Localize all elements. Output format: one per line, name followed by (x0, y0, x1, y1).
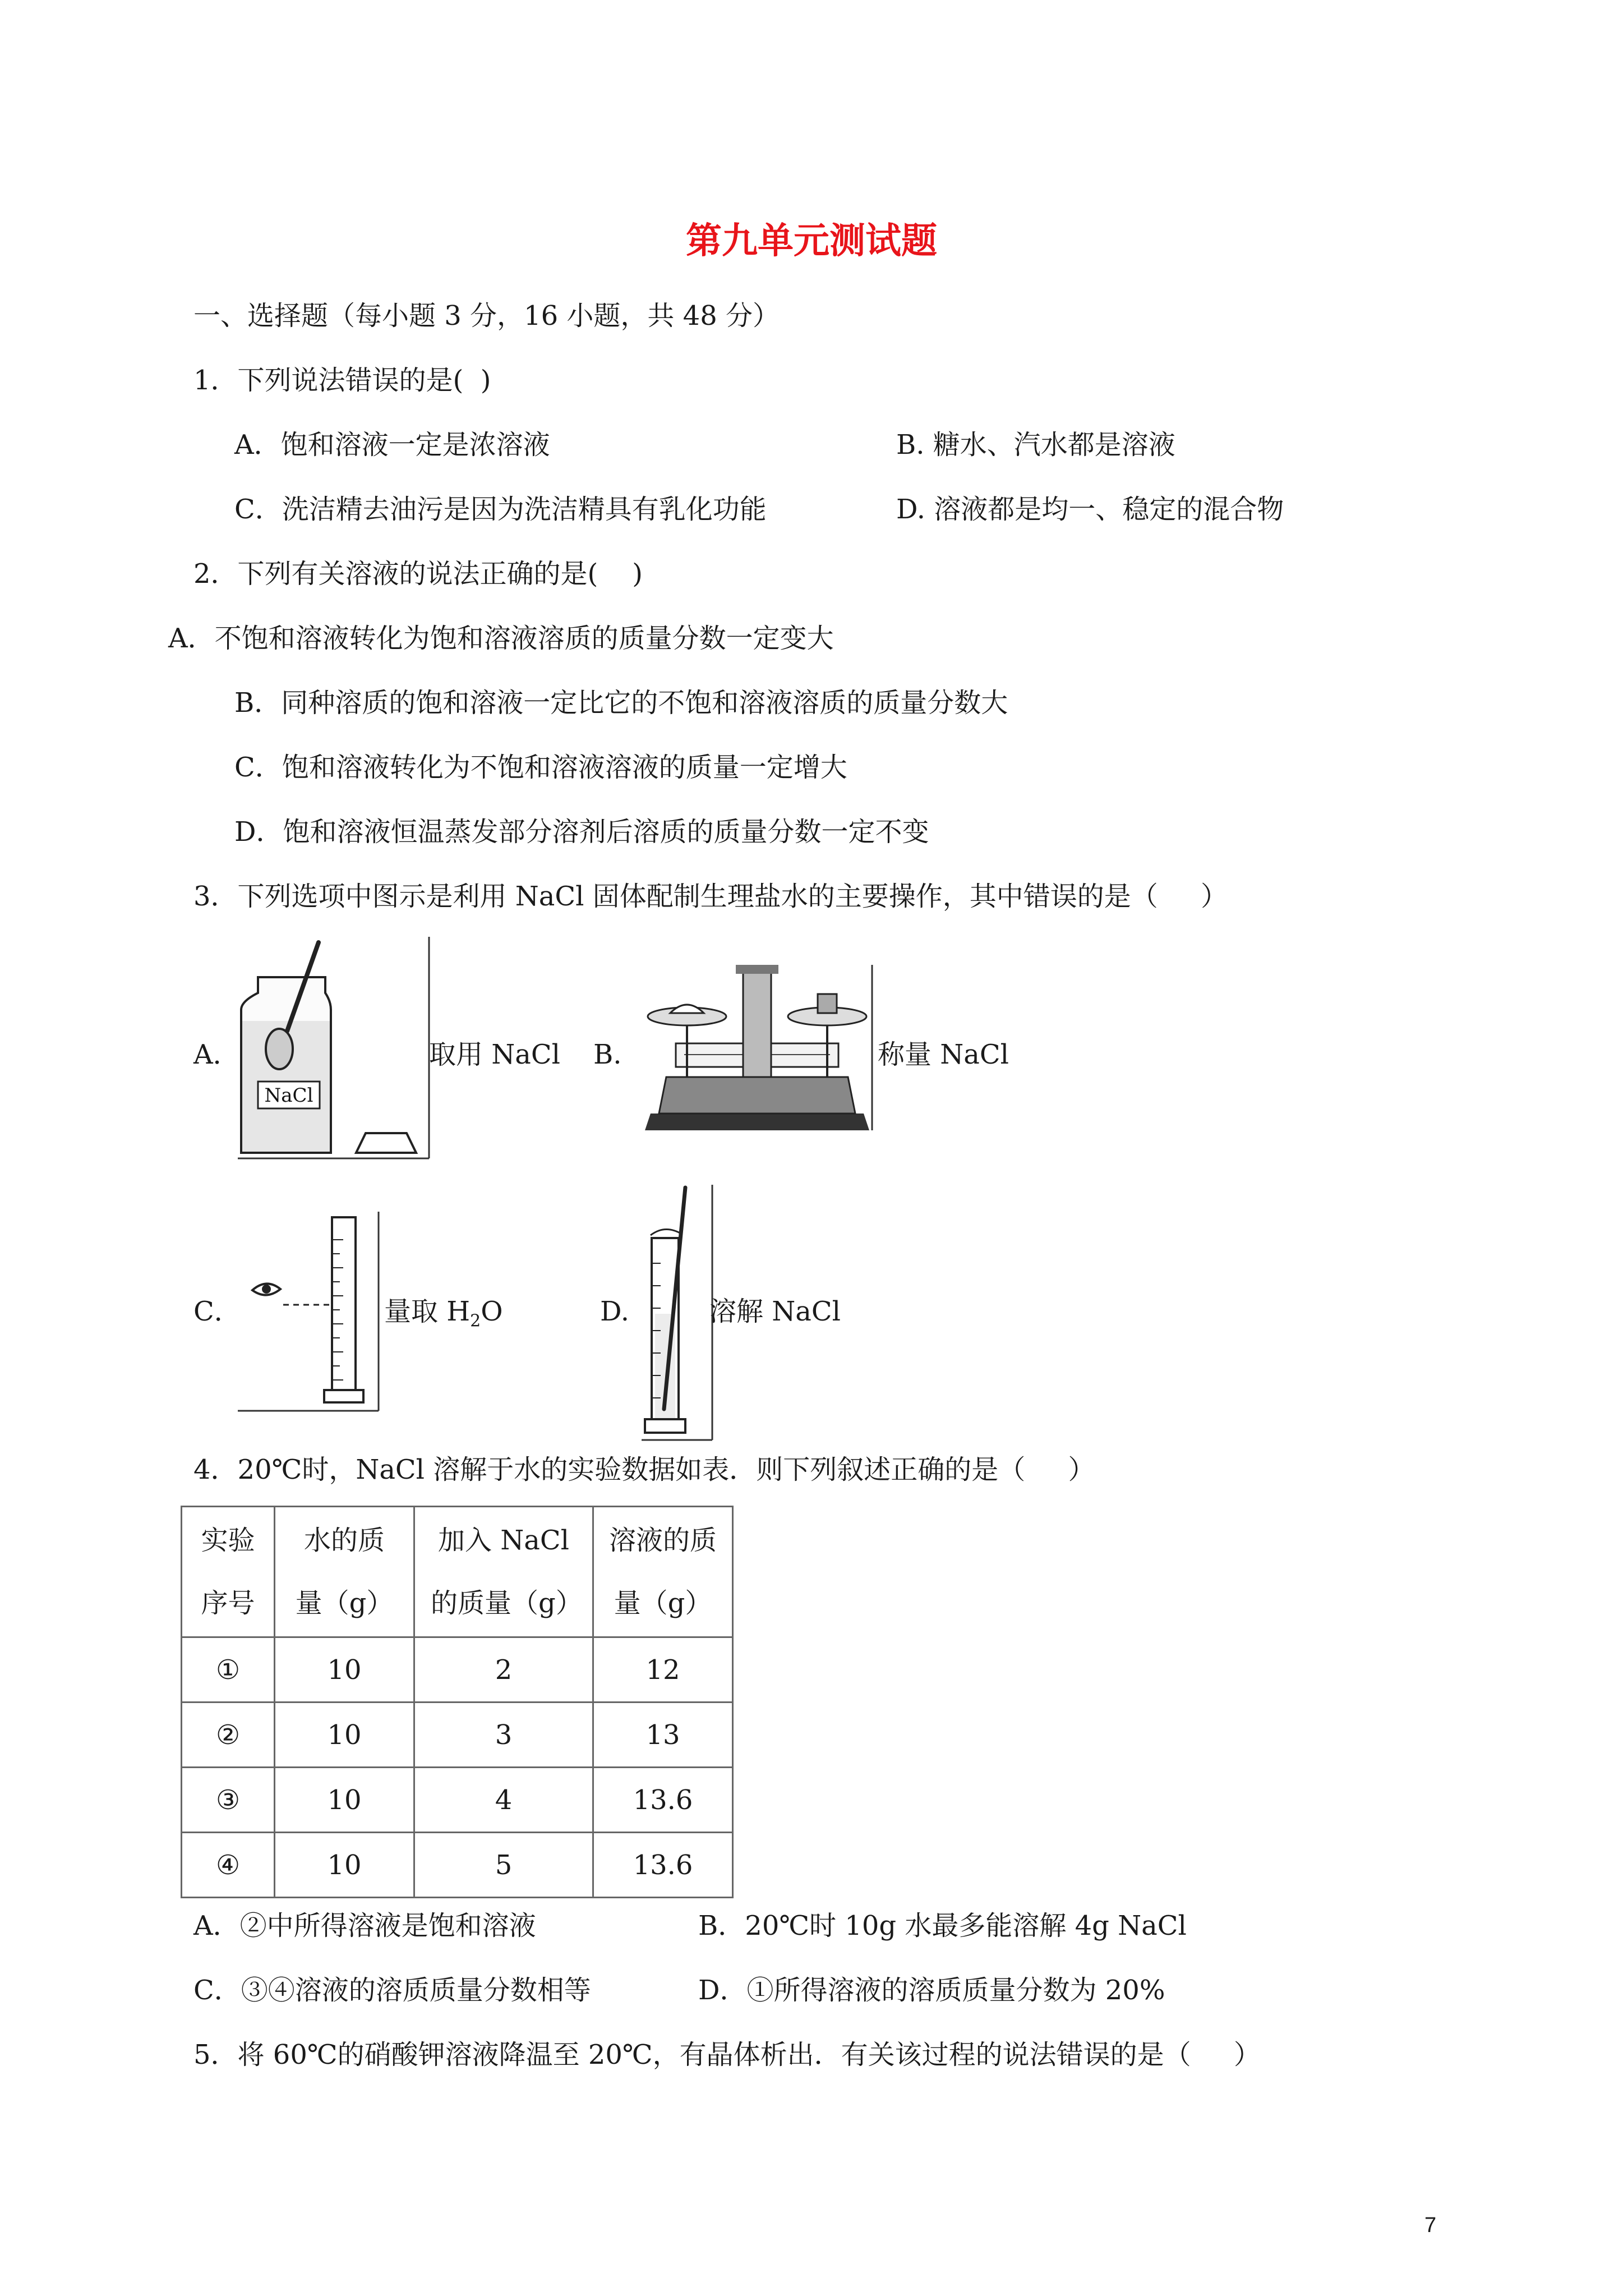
table-cell: 10 (275, 1768, 414, 1833)
q1-stem: 1．下列说法错误的是( ) (193, 365, 491, 396)
table-cell: 5 (414, 1833, 593, 1898)
q4-option-d: D．①所得溶液的溶质质量分数为 20% (698, 1975, 1165, 2006)
q1-option-b: B. 糖水、汽水都是溶液 (896, 429, 1175, 461)
table-header-cell: 溶液的质量（g） (593, 1507, 733, 1637)
table-header-cell: 加入 NaCl 的质量（g） (414, 1507, 593, 1637)
q2-option-b: B．同种溶质的饱和溶液一定比它的不饱和溶液溶质的质量分数大 (234, 687, 1008, 719)
q4-option-a: A．②中所得溶液是饱和溶液 (193, 1910, 536, 1941)
nacl-jar-label: NaCl (264, 1084, 313, 1107)
q3-option-c-letter: C． (193, 1296, 241, 1327)
table-cell: 4 (414, 1768, 593, 1833)
table-cell: 10 (275, 1833, 414, 1898)
table-cell: 12 (593, 1637, 733, 1703)
table-row (182, 1703, 733, 1768)
q4-option-b: B．20℃时 10g 水最多能溶解 4g NaCl (698, 1910, 1187, 1941)
table-cell: 10 (275, 1703, 414, 1768)
table-row (182, 1833, 733, 1898)
nacl-jar-spoon-figure (236, 937, 432, 1161)
table-row (182, 1637, 733, 1703)
q2-stem: 2．下列有关溶液的说法正确的是( ) (193, 558, 643, 590)
table-cell: 13.6 (593, 1833, 733, 1898)
table-row (182, 1768, 733, 1833)
table-header-cell: 水的质量（g） (275, 1507, 414, 1637)
q1-option-a: A．饱和溶液一定是浓溶液 (234, 429, 550, 461)
q4-stem: 4．20℃时，NaCl 溶解于水的实验数据如表．则下列叙述正确的是（ ） (193, 1454, 1095, 1485)
table-cell: ② (182, 1703, 275, 1768)
table-header-cell: 实验序号 (182, 1507, 275, 1637)
q3-option-c-caption: 量取 $H_2O$ (384, 1296, 503, 1331)
table-cell: ① (182, 1637, 275, 1703)
measuring-cylinder-eye-figure (236, 1212, 381, 1414)
balance-scale-figure (639, 965, 875, 1133)
q3-option-a-letter: A． (193, 1039, 240, 1070)
q5-stem: 5．将 60℃的硝酸钾溶液降温至 20℃，有晶体析出．有关该过程的说法错误的是（ ） (193, 2039, 1261, 2070)
page-title: 第九单元测试题 (686, 220, 937, 262)
q2-option-c: C．饱和溶液转化为不饱和溶液溶液的质量一定增大 (234, 752, 847, 783)
page-number: 7 (1424, 2214, 1437, 2237)
q1-option-c: C．洗洁精去油污是因为洗洁精具有乳化功能 (234, 494, 767, 525)
section-heading: 一、选择题（每小题 3 分，16 小题，共 48 分） (193, 300, 780, 332)
table-cell: 2 (414, 1637, 593, 1703)
q3-option-d-caption: 溶解 NaCl (709, 1296, 841, 1327)
nacl-data-table (181, 1506, 734, 1898)
q1-option-d: D. 溶液都是均一、稳定的混合物 (896, 494, 1284, 525)
table-cell: 13 (593, 1703, 733, 1768)
dissolve-cylinder-rod-figure (639, 1185, 715, 1443)
table-cell: 10 (275, 1637, 414, 1703)
q3-option-d-letter: D. (600, 1296, 630, 1327)
table-cell: 3 (414, 1703, 593, 1768)
q3-option-a-caption: 取用 NaCl (429, 1039, 560, 1070)
table-cell: ③ (182, 1768, 275, 1833)
q3-stem: 3．下列选项中图示是利用 NaCl 固体配制生理盐水的主要操作，其中错误的是（ ） (193, 881, 1228, 912)
q2-option-a: A．不饱和溶液转化为饱和溶液溶质的质量分数一定变大 (168, 623, 834, 654)
table-cell: 13.6 (593, 1768, 733, 1833)
q4-option-c: C．③④溶液的溶质质量分数相等 (193, 1975, 591, 2006)
q3-option-b-letter: B. (593, 1039, 622, 1070)
q3-option-b-caption: 称量 NaCl (878, 1039, 1009, 1070)
q2-option-d: D．饱和溶液恒温蒸发部分溶剂后溶质的质量分数一定不变 (234, 816, 929, 848)
table-header-row (182, 1507, 733, 1637)
table-cell: ④ (182, 1833, 275, 1898)
